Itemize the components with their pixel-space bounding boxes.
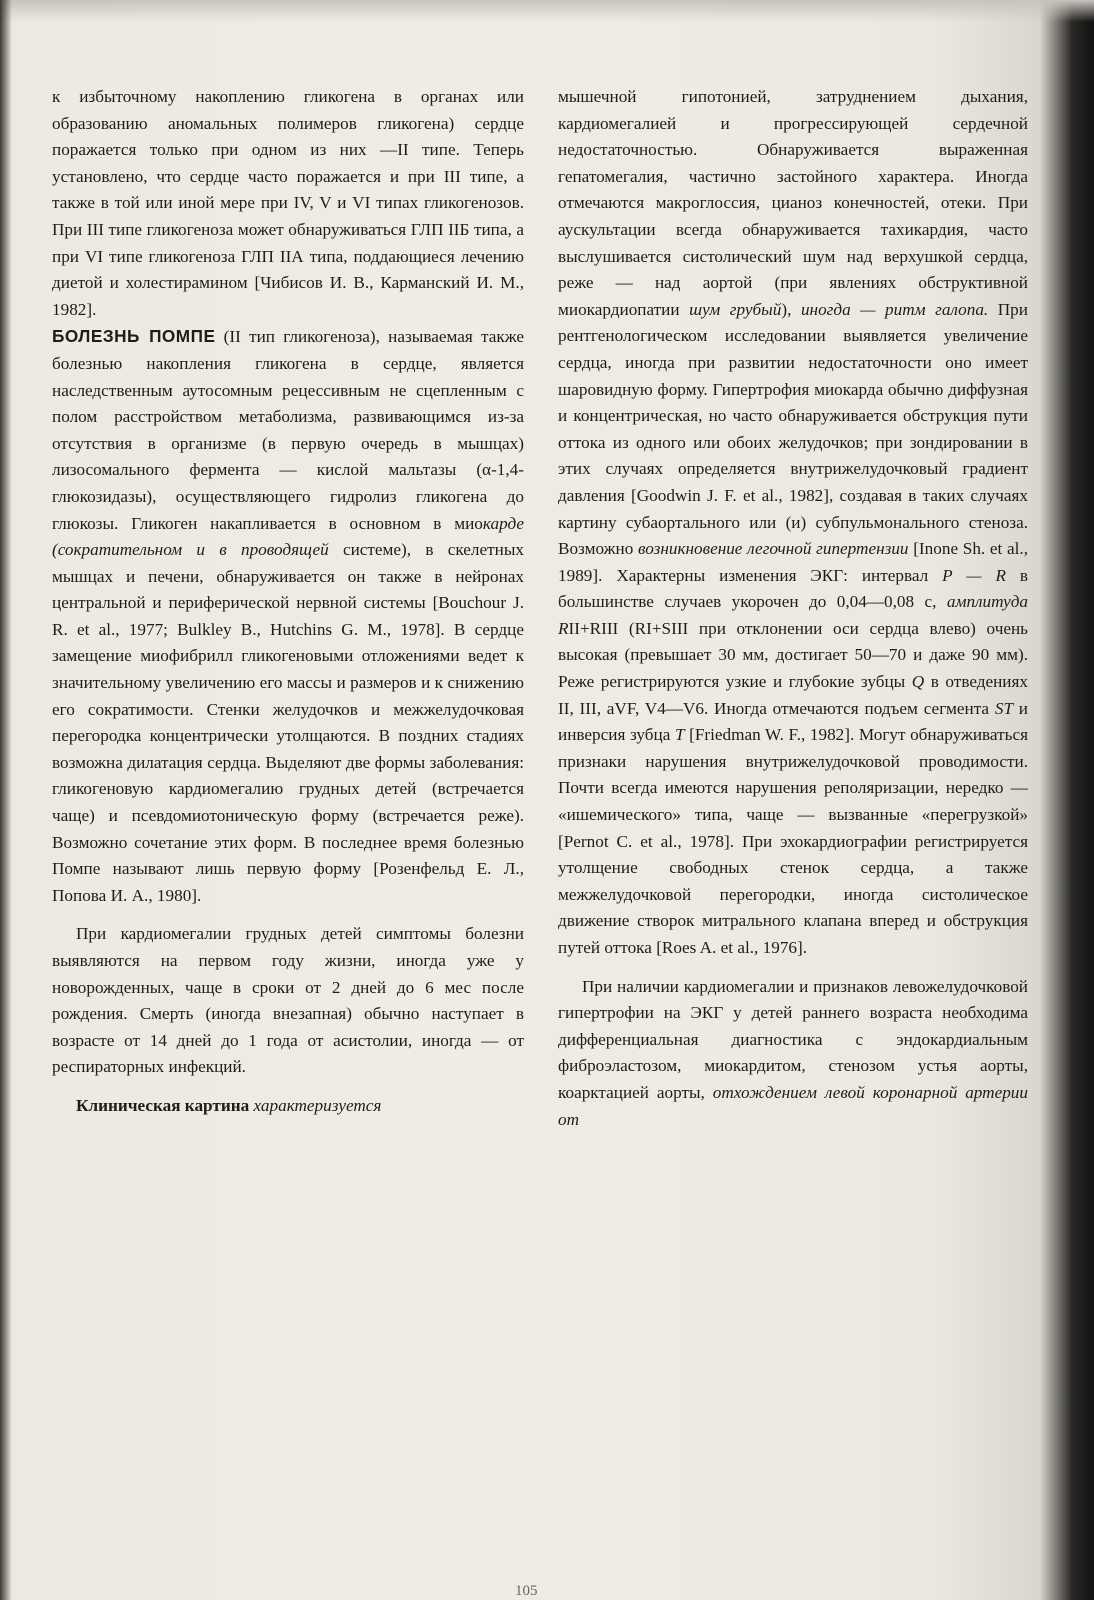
paragraph-glycogenosis-heart: к избыточному накоплению гликогена в органах или образованию аномальных полимеров гликогена) сердце поражается только при одном из них —II типе. Теперь установлено, что сердце часто поражается и при III типе, а также в той или иной мере при IV, V и VI типах гликогенозов. При III типе гликогеноза может обнаруживаться ГЛП IIБ типа, а при VI типе гликогеноза ГЛП IIА типа, поддающиеся лечению диетой и холестирамином [Чибисов И. В., Карманский И. М., 1982]. — [52, 87, 524, 319]
paragraph-pompe-disease: БОЛЕЗНЬ ПОМПЕ (II тип гликогеноза), называемая также болезнью накопления гликогена в сердце, является наследственным аутосомным рецессивным не сцепленным с полом расстройством метаболизма, развивающимся из-за отсутствия в организме (в первую очередь в мышцах) лизосомального фермента — кислой мальтазы (α-1,4-глюкозидазы), осуществляющего гидролиз гликогена до глюкозы. Гликоген накапливается в основном в миокарде (сократительном и в проводящей системе), в скелетных мышцах и печени, обнаруживается он также в нейронах центральной и периферической нервной системы [Bouchour J. R. et al., 1977; Bulkley B., Hutchins G. M., 1978]. В сердце замещение миофибрилл гликогеновыми отложениями ведет к значительному увеличению его массы и размеров и к снижению его сократимости. Стенки желудочков и межжелудочковая перегородка концентрически утолщаются. В поздних стадиях возможна дилатация сердца. Выделяют две формы заболевания: гликогеновую кардиомегалию грудных детей (встречается чаще) и псевдомиотоническую форму (встречается реже). Возможно сочетание этих форм. В последнее время болезнью Помпе называют лишь первую форму [Розенфельд Е. Л., Попова И. А., 1980]. — [52, 326, 524, 905]
paragraph-infant-cardiomegaly: При кардиомегалии грудных детей симптомы болезни выявляются на первом году жизни, иногда уже у новорожденных, чаще в сроки от 2 дней до 6 мес после рождения. Смерть (иногда внезапная) обычно наступает в возрасте от 14 дней до 1 года от асистолии, иногда — от респираторных инфекций. — [52, 924, 524, 1077]
page-number: 105 — [515, 1583, 538, 1599]
paragraph-clinical-findings: мышечной гипотонией, затруднением дыхания, кардиомегалией и прогрессирующей сердечной недостаточностью. Обнаруживается выраженная гепатомегалия, частично застойного характера. Иногда отмечаются макроглоссия, цианоз конечностей, отеки. При аускультации всегда обнаруживается тахикардия, часто выслушивается систолический шум над верхушкой сердца, реже — над аортой (при явлениях обструктивной миокардиопатии шум грубый), иногда — ритм галопа. При рентгенологическом исследовании выявляется увеличение сердца, иногда при развитии недостаточности оно имеет шаровидную форму. Гипертрофия миокарда обычно диффузная и концентрическая, но часто обнаруживается обструкция пути оттока из одного или обоих желудочков; при зондировании в этих случаях определяется внутрижелудочковый градиент давления [Goodwin J. F. et al., 1982], создавая в таких случаях картину субаортального или (и) субпульмонального стеноза. Возможно возникновение легочной гипертензии [Inone Sh. et al., 1989]. Характерны изменения ЭКГ: интервал P — R в большинстве случаев укорочен до 0,04—0,08 с, амплитуда RII+RIII (RI+SIII при отклонении оси сердца влево) очень высокая (превышает 30 мм, достигает 50—70 и даже 90 мм). Реже регистрируются узкие и глубокие зубцы Q в отведениях II, III, aVF, V4—V6. Иногда отмечаются подъем сегмента ST и инверсия зубца T [Friedman W. F., 1982]. Могут обнаруживаться признаки нарушения внутрижелудочковой проводимости. Почти всегда имеются нарушения реполяризации, нередко — «ишемического» типа, чаще — вызванные «перегрузкой» [Pernot C. et al., 1978]. При эхокардиографии регистрируется утолщение свободных стенок сердца, а также межжелудочковой перегородки, иногда систолическое движение створок митрального клапана вперед и обструкция путей оттока [Roes A. et al., 1976]. — [558, 87, 1029, 957]
left-text-column — [52, 84, 524, 1120]
page-left-shadow — [0, 0, 12, 1600]
pompe-disease-heading: БОЛЕЗНЬ ПОМПЕ — [52, 326, 216, 347]
clinical-picture-heading: Клиническая картина — [76, 1095, 250, 1115]
paragraph-clinical-picture: Клиническая картина характеризуется — [76, 1095, 382, 1115]
page-top-shadow — [0, 0, 1094, 22]
paragraph-differential-diagnosis: При наличии кардиомегалии и признаков левожелудочковой гипертрофии на ЭКГ у детей раннего возраста необходима дифференциальная диагностика с эндокардиальным фиброэластозом, миокардитом, стенозом устья аорты, коарктацией аорты, отхождением левой коронарной артерии от — [558, 976, 1028, 1129]
right-text-column — [558, 84, 1028, 1133]
